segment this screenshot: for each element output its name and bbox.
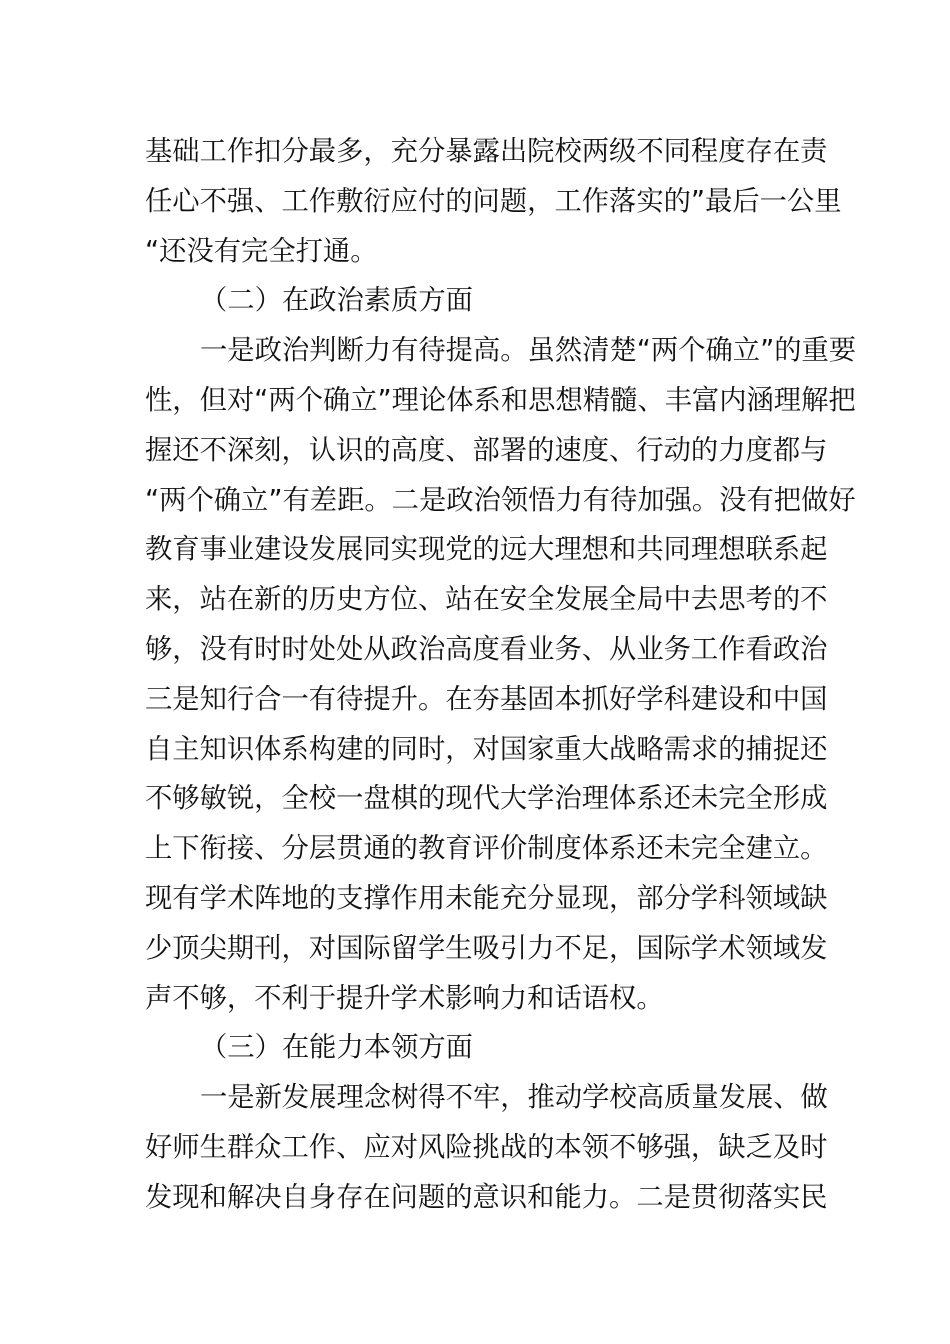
body-text-line: 自主知识体系构建的同时，对国家重大战略需求的捕捉还: [145, 733, 828, 765]
body-text-line: “两个确立”有差距。二是政治领悟力有待加强。没有把做好: [145, 484, 856, 516]
body-text-line: 好师生群众工作、应对风险挑战的本领不够强，缺乏及时: [145, 1131, 828, 1163]
body-text-line: 来，站在新的历史方位、站在安全发展全局中去思考的不: [145, 584, 828, 616]
document-page: [145, 127, 857, 1223]
body-text-line: 教育事业建设发展同实现党的远大理想和共同理想联系起: [145, 534, 828, 566]
body-text-line: 发现和解决自身存在问题的意识和能力。二是贯彻落实民: [145, 1181, 828, 1213]
body-text-line: 握还不深刻，认识的高度、部署的速度、行动的力度都与: [145, 434, 828, 466]
body-text-line: 上下衔接、分层贯通的教育评价制度体系还未完全建立。: [145, 833, 828, 865]
body-text-line: 够，没有时时处处从政治高度看业务、从业务工作看政治: [145, 633, 828, 665]
body-text-line: 不够敏锐，全校一盘棋的现代大学治理体系还未完全形成: [145, 783, 828, 815]
body-text-line: 性，但对“两个确立”理论体系和思想精髓、丰富内涵理解把: [145, 384, 856, 416]
body-text-line: 声不够，不利于提升学术影响力和话语权。: [145, 982, 664, 1014]
body-text-line: 任心不强、工作敷衍应付的问题，工作落实的”最后一公里: [145, 185, 842, 217]
section-heading: （三）在能力本领方面: [200, 1032, 473, 1064]
body-text-line: 一是新发展理念树得不牢，推动学校高质量发展、做: [200, 1082, 828, 1114]
body-text-line: 现有学术阵地的支撑作用未能充分显现，部分学科领域缺: [145, 882, 828, 914]
body-text-line: 基础工作扣分最多，充分暴露出院校两级不同程度存在责: [145, 136, 828, 167]
body-text-line: “还没有完全打通。: [145, 235, 378, 267]
body-text-line: 三是知行合一有待提升。在夯基固本抓好学科建设和中国: [145, 683, 828, 715]
body-text-line: 一是政治判断力有待提高。虽然清楚“两个确立”的重要: [200, 335, 857, 367]
body-text-line: 少顶尖期刊，对国际留学生吸引力不足，国际学术领域发: [145, 932, 828, 964]
section-heading: （二）在政治素质方面: [200, 285, 473, 317]
